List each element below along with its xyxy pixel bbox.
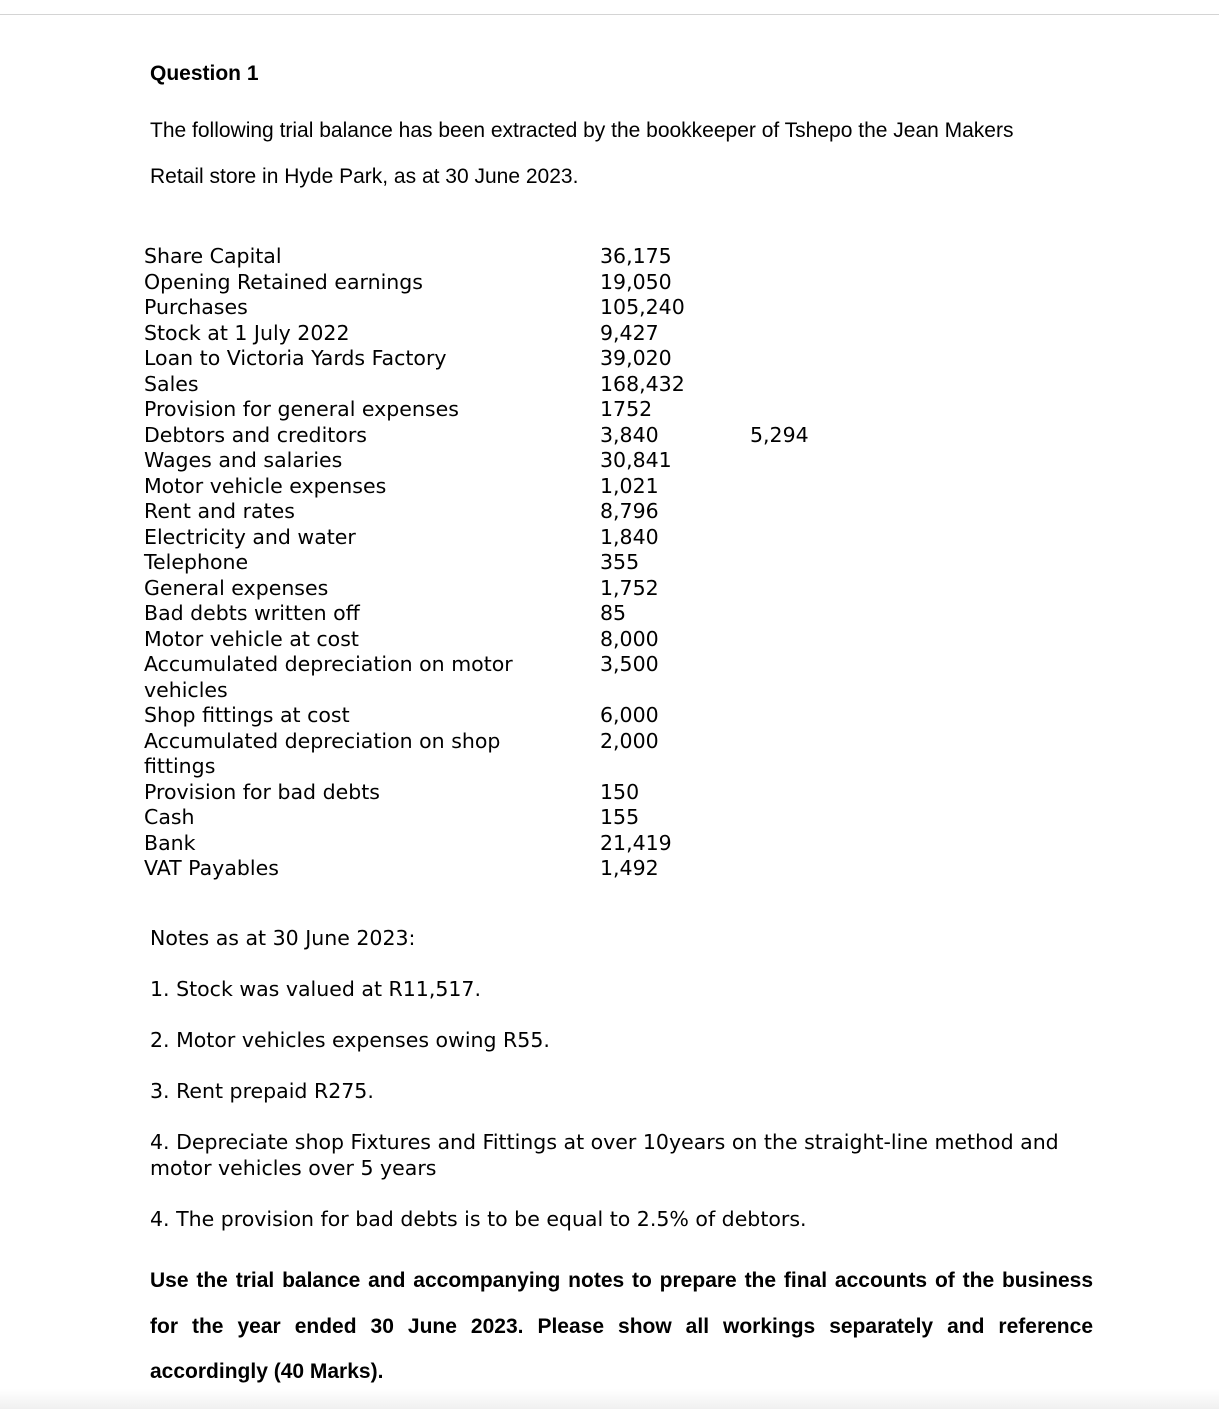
intro-line: Retail store in Hyde Park, as at 30 June 2023. [150, 165, 579, 188]
account-label: Electricity and water [144, 524, 356, 549]
credit-amount [750, 856, 840, 882]
credit-amount [750, 550, 840, 576]
trial-balance-row [144, 244, 844, 270]
trial-balance-row [144, 652, 844, 678]
credit-amount [750, 627, 840, 653]
debit-amount: 150 [600, 779, 640, 804]
notes-title: Notes as at 30 June 2023: [150, 926, 416, 950]
credit-amount [750, 321, 840, 347]
account-label: Accumulated depreciation on shop [144, 728, 501, 753]
account-label: Accumulated depreciation on motor [144, 652, 513, 676]
trial-balance-row [144, 550, 844, 576]
note-item [150, 1027, 1110, 1053]
debit-amount: 8,000 [600, 626, 659, 651]
trial-balance-row [144, 627, 844, 653]
instruction-paragraph [150, 1258, 1093, 1395]
credit-amount [750, 244, 840, 270]
note-line: 4. Depreciate shop Fixtures and Fittings at over 10years on the straight-line method and [150, 1130, 1059, 1154]
account-label: Motor vehicle at cost [144, 626, 359, 651]
trial-balance-row [144, 805, 844, 831]
note-line: motor vehicles over 5 years [150, 1156, 437, 1180]
account-label: Loan to Victoria Yards Factory [144, 346, 447, 370]
credit-amount [750, 576, 840, 602]
account-label: Opening Retained earnings [144, 269, 423, 294]
debit-amount [600, 678, 750, 704]
account-label: Bad debts written off [144, 601, 360, 625]
trial-balance-row [144, 525, 844, 551]
credit-amount [750, 499, 840, 525]
trial-balance-row [144, 423, 844, 449]
trial-balance-row [144, 372, 844, 398]
credit-amount [750, 448, 840, 474]
account-label: Share Capital [144, 244, 282, 268]
note-line: 3. Rent prepaid R275. [150, 1079, 374, 1103]
credit-amount [750, 270, 840, 296]
debit-amount: 1,492 [600, 856, 659, 880]
debit-amount: 105,240 [600, 295, 685, 319]
debit-amount: 168,432 [600, 371, 685, 396]
debit-amount: 1,840 [600, 524, 659, 549]
account-label: Motor vehicle expenses [144, 473, 387, 498]
trial-balance-row [144, 270, 844, 296]
account-label: Purchases [144, 295, 248, 319]
account-label: Provision for general expenses [144, 397, 459, 421]
account-label: Provision for bad debts [144, 779, 380, 804]
debit-amount: 1,021 [600, 473, 659, 498]
note-item [150, 1078, 1110, 1104]
trial-balance-row [144, 703, 844, 729]
account-label: Sales [144, 371, 199, 396]
trial-balance-row [144, 856, 844, 882]
trial-balance-row [144, 321, 844, 347]
debit-amount [600, 754, 750, 780]
credit-amount [750, 703, 840, 729]
page-bottom-shadow [0, 1389, 1219, 1409]
question-heading: Question 1 [150, 62, 259, 85]
account-label: fittings [144, 754, 216, 778]
debit-amount: 9,427 [600, 320, 659, 345]
note-item [150, 1206, 1110, 1232]
note-item [150, 976, 1110, 1002]
credit-amount [750, 652, 840, 678]
page-top-border [0, 14, 1219, 15]
trial-balance-row [144, 346, 844, 372]
debit-amount: 3,840 [600, 422, 659, 447]
intro-line: The following trial balance has been extracted by the bookkeeper of Tshepo the Jean Makers [150, 119, 1014, 142]
trial-balance-row [144, 678, 844, 704]
trial-balance-row [144, 576, 844, 602]
debit-amount: 21,419 [600, 830, 672, 855]
note-line: 4. The provision for bad debts is to be equal to 2.5% of debtors. [150, 1207, 807, 1231]
debit-amount: 85 [600, 601, 627, 625]
debit-amount: 19,050 [600, 269, 672, 294]
debit-amount: 2,000 [600, 728, 659, 753]
account-label: General expenses [144, 575, 329, 600]
account-label: Bank [144, 830, 196, 855]
credit-amount [750, 831, 840, 857]
note-line: 1. Stock was valued at R11,517. [150, 977, 481, 1001]
instruction-line: for the year ended 30 June 2023. Please show all workings separately and reference [150, 1314, 1093, 1338]
trial-balance-row [144, 754, 844, 780]
trial-balance-table [144, 244, 844, 882]
debit-amount: 1752 [600, 397, 653, 421]
trial-balance-row [144, 397, 844, 423]
debit-amount: 8,796 [600, 499, 659, 523]
credit-amount [750, 780, 840, 806]
instruction-line: accordingly (40 Marks). [150, 1360, 384, 1383]
trial-balance-row [144, 499, 844, 525]
debit-amount: 155 [600, 805, 640, 829]
debit-amount: 30,841 [600, 448, 672, 472]
credit-amount [750, 601, 840, 627]
debit-amount: 36,175 [600, 244, 672, 268]
account-label: Shop fittings at cost [144, 703, 350, 727]
account-label: vehicles [144, 677, 228, 702]
account-label: Stock at 1 July 2022 [144, 320, 350, 345]
trial-balance-row [144, 780, 844, 806]
debit-amount: 39,020 [600, 346, 672, 370]
instruction-line: Use the trial balance and accompanying notes to prepare the final accounts of the business [150, 1269, 1093, 1292]
credit-amount [750, 729, 840, 755]
credit-amount [750, 474, 840, 500]
debit-amount: 3,500 [600, 652, 659, 676]
account-label: Wages and salaries [144, 448, 343, 472]
credit-amount [750, 372, 840, 398]
credit-amount [750, 754, 840, 780]
account-label: Rent and rates [144, 499, 295, 523]
note-line: 2. Motor vehicles expenses owing R55. [150, 1028, 550, 1052]
account-label: Telephone [144, 550, 249, 574]
credit-amount [750, 525, 840, 551]
trial-balance-row [144, 729, 844, 755]
notes-section [150, 925, 1110, 1232]
account-label: Debtors and creditors [144, 422, 367, 447]
intro-paragraph [150, 108, 1110, 200]
account-label: VAT Payables [144, 856, 279, 880]
account-label: Cash [144, 805, 195, 829]
trial-balance-row [144, 831, 844, 857]
trial-balance-row [144, 474, 844, 500]
trial-balance-row [144, 448, 844, 474]
trial-balance-row [144, 601, 844, 627]
debit-amount: 6,000 [600, 703, 659, 727]
credit-amount [750, 678, 840, 704]
debit-amount: 1,752 [600, 575, 659, 600]
credit-amount [750, 397, 840, 423]
credit-amount [750, 346, 840, 372]
credit-amount [750, 295, 840, 321]
credit-amount: 5,294 [750, 422, 809, 447]
credit-amount [750, 805, 840, 831]
trial-balance-row [144, 295, 844, 321]
note-item [150, 1129, 1110, 1181]
debit-amount: 355 [600, 550, 640, 574]
